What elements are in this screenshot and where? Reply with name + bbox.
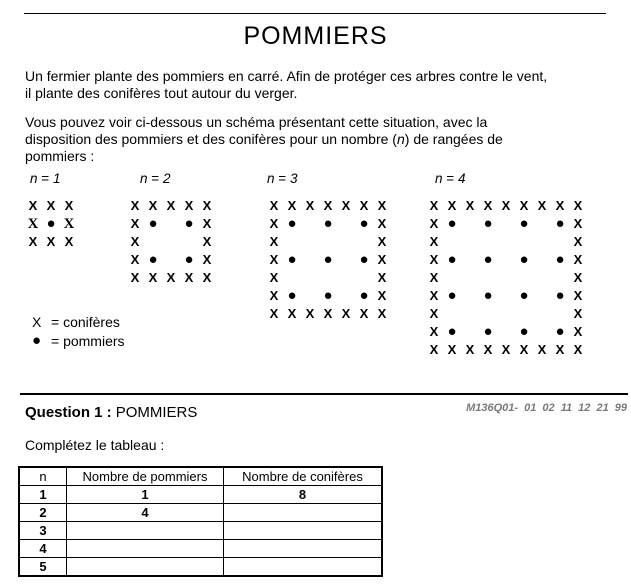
empty-cell xyxy=(319,233,337,251)
apple-tree-mark: ● xyxy=(287,287,297,304)
apple-tree-mark: ● xyxy=(519,251,529,268)
conifer-mark: X xyxy=(377,306,387,321)
empty-cell xyxy=(497,215,515,233)
conifer-mark: X xyxy=(573,342,583,357)
empty-cell xyxy=(533,233,551,251)
empty-cell xyxy=(497,287,515,305)
grid-row xyxy=(425,287,587,305)
intro-p1-line1: Un fermier plante des pommiers en carré. Afin de protéger ces arbres contre le vent, xyxy=(25,68,548,84)
answers-table xyxy=(18,466,383,577)
empty-cell xyxy=(515,233,533,251)
conifer-mark: X xyxy=(130,198,140,213)
apple-tree-mark: ● xyxy=(359,215,369,232)
conifer-mark: X xyxy=(573,198,583,213)
apple-tree-mark: ● xyxy=(555,215,565,232)
apple-tree-mark: ● xyxy=(555,323,565,340)
conifer-mark: X xyxy=(429,306,439,321)
empty-cell xyxy=(479,305,497,323)
empty-cell xyxy=(533,287,551,305)
grid-row xyxy=(126,197,216,215)
conifer-mark: X xyxy=(555,342,565,357)
empty-cell xyxy=(162,251,180,269)
apple-tree-mark: ● xyxy=(483,287,493,304)
conifer-mark: X xyxy=(341,306,351,321)
conifer-mark: X xyxy=(269,270,279,285)
conifer-mark: X xyxy=(519,198,529,213)
grid-row xyxy=(24,233,78,251)
intro-p2-line3: pommiers : xyxy=(25,148,95,164)
apple-tree-mark: ● xyxy=(323,215,333,232)
pommiers-cell[interactable] xyxy=(67,558,224,577)
diagram-n2 xyxy=(126,171,216,287)
conifer-mark: X xyxy=(429,198,439,213)
conifer-mark: X xyxy=(130,270,140,285)
legend-text-coniferes: = conifères xyxy=(51,313,120,330)
conifer-mark: X xyxy=(377,270,387,285)
table-row xyxy=(19,504,382,522)
empty-cell xyxy=(479,269,497,287)
conifer-mark: X xyxy=(465,198,475,213)
diagram-label-n3: n = 3 xyxy=(267,171,298,186)
conifer-mark: X xyxy=(429,288,439,303)
conifer-mark: X xyxy=(305,198,315,213)
empty-cell xyxy=(533,269,551,287)
conifer-mark: X xyxy=(501,342,511,357)
diagram-label-n1: n = 1 xyxy=(30,171,61,186)
conifer-mark: X xyxy=(46,198,56,213)
empty-cell xyxy=(443,305,461,323)
apple-tree-mark: ● xyxy=(287,215,297,232)
grid-row xyxy=(265,233,391,251)
empty-cell xyxy=(301,251,319,269)
empty-cell xyxy=(551,233,569,251)
row-n-cell: 4 xyxy=(19,540,67,558)
grid-row xyxy=(126,215,216,233)
apple-tree-mark: ● xyxy=(148,251,158,268)
table-row xyxy=(19,540,382,558)
empty-cell xyxy=(301,233,319,251)
empty-cell xyxy=(461,305,479,323)
question-code: M136Q01- 01 02 11 12 21 99 xyxy=(466,402,627,414)
grid-row xyxy=(24,215,78,233)
empty-cell xyxy=(497,233,515,251)
apple-tree-mark: ● xyxy=(287,251,297,268)
conifer-mark: X xyxy=(573,270,583,285)
diagram-grid-n3 xyxy=(265,197,391,323)
conifer-mark: X xyxy=(202,270,212,285)
grid-row xyxy=(425,341,587,359)
diagram-n4 xyxy=(425,171,587,359)
legend-item-coniferes xyxy=(32,312,125,331)
apple-tree-mark: ● xyxy=(447,323,457,340)
conifer-mark: X xyxy=(483,198,493,213)
apple-tree-mark: ● xyxy=(447,215,457,232)
empty-cell xyxy=(461,323,479,341)
grid-row xyxy=(265,305,391,323)
conifer-mark: X xyxy=(323,306,333,321)
n-variable: n xyxy=(396,131,405,147)
section-divider xyxy=(20,393,628,395)
conifer-mark: X xyxy=(429,270,439,285)
diagram-grid-n2 xyxy=(126,197,216,287)
apple-tree-mark: ● xyxy=(519,287,529,304)
conifer-mark: X xyxy=(501,198,511,213)
empty-cell xyxy=(551,269,569,287)
question-number: Question 1 : xyxy=(25,404,112,421)
conifer-mark: X xyxy=(202,252,212,267)
apple-tree-mark: ● xyxy=(359,287,369,304)
question-title: POMMIERS xyxy=(115,404,198,421)
conifer-mark: X xyxy=(573,216,583,231)
conifer-mark: X xyxy=(555,198,565,213)
grid-row xyxy=(425,197,587,215)
page-title: POMMIERS xyxy=(243,22,388,50)
empty-cell xyxy=(515,305,533,323)
apple-tree-mark: ● xyxy=(519,323,529,340)
grid-row xyxy=(265,269,391,287)
empty-cell xyxy=(180,233,198,251)
empty-cell xyxy=(497,323,515,341)
diagram-n3 xyxy=(265,171,391,323)
empty-cell xyxy=(355,233,373,251)
conifer-mark: X xyxy=(447,198,457,213)
apple-tree-mark: ● xyxy=(447,251,457,268)
conifer-mark: X xyxy=(130,252,140,267)
empty-cell xyxy=(461,287,479,305)
grid-row xyxy=(126,251,216,269)
conifer-mark: X xyxy=(27,216,39,232)
diagram-n1 xyxy=(24,171,78,251)
coniferes-cell[interactable] xyxy=(224,558,383,577)
grid-row xyxy=(425,323,587,341)
conifer-mark: X xyxy=(46,234,56,249)
empty-cell xyxy=(337,269,355,287)
conifer-mark: X xyxy=(573,324,583,339)
conifer-mark: X xyxy=(429,216,439,231)
coniferes-cell[interactable] xyxy=(224,504,383,522)
conifer-mark: X xyxy=(148,198,158,213)
conifer-mark: X xyxy=(305,306,315,321)
apple-tree-mark: ● xyxy=(184,215,194,232)
table-instruction: Complétez le tableau : xyxy=(25,437,165,453)
grid-row xyxy=(425,305,587,323)
pommiers-cell: 1 xyxy=(67,486,224,504)
conifer-mark: X xyxy=(130,216,140,231)
row-n-cell: 3 xyxy=(19,522,67,540)
conifer-mark: X xyxy=(269,198,279,213)
empty-cell xyxy=(551,305,569,323)
conifer-mark: X xyxy=(166,270,176,285)
apple-tree-mark: ● xyxy=(483,215,493,232)
conifer-mark: X xyxy=(184,198,194,213)
diagram-label-n2: n = 2 xyxy=(140,171,171,186)
coniferes-cell[interactable] xyxy=(224,522,383,540)
table-row xyxy=(19,558,382,577)
apple-tree-mark: ● xyxy=(519,215,529,232)
conifer-mark: X xyxy=(341,198,351,213)
grid-row xyxy=(425,215,587,233)
apple-tree-mark: ● xyxy=(483,251,493,268)
grid-row xyxy=(265,215,391,233)
conifer-mark: X xyxy=(537,198,547,213)
grid-row xyxy=(425,233,587,251)
diagram-grid-n4 xyxy=(425,197,587,359)
empty-cell xyxy=(301,287,319,305)
top-rule xyxy=(24,13,606,14)
conifer-mark: X xyxy=(377,288,387,303)
empty-cell xyxy=(283,233,301,251)
conifer-mark: X xyxy=(63,216,75,232)
empty-cell xyxy=(533,251,551,269)
apple-tree-mark: ● xyxy=(184,251,194,268)
conifer-mark: X xyxy=(377,234,387,249)
table-header-coniferes: Nombre de conifères xyxy=(224,467,383,486)
legend-text-pommiers: = pommiers xyxy=(51,332,125,349)
conifer-mark: X xyxy=(202,216,212,231)
intro-p1-line2: il plante des conifères tout autour du verger. xyxy=(25,85,298,101)
empty-cell xyxy=(497,305,515,323)
apple-tree-mark: ● xyxy=(483,323,493,340)
apple-tree-mark: ● xyxy=(323,287,333,304)
conifer-mark: X xyxy=(573,234,583,249)
grid-row xyxy=(265,251,391,269)
conifer-mark: X xyxy=(130,234,140,249)
conifer-mark: X xyxy=(465,342,475,357)
conifer-mark: X xyxy=(202,198,212,213)
grid-row xyxy=(265,197,391,215)
empty-cell xyxy=(319,269,337,287)
empty-cell xyxy=(461,233,479,251)
empty-cell xyxy=(337,287,355,305)
empty-cell xyxy=(301,269,319,287)
table-row xyxy=(19,522,382,540)
legend xyxy=(32,312,125,350)
pommiers-cell[interactable] xyxy=(67,540,224,558)
empty-cell xyxy=(497,269,515,287)
conifer-mark: X xyxy=(359,306,369,321)
empty-cell xyxy=(337,215,355,233)
conifer-symbol: X xyxy=(32,313,42,330)
conifer-mark: X xyxy=(429,342,439,357)
pommiers-cell: 4 xyxy=(67,504,224,522)
conifer-mark: X xyxy=(269,306,279,321)
conifer-mark: X xyxy=(202,234,212,249)
empty-cell xyxy=(355,269,373,287)
row-n-cell: 1 xyxy=(19,486,67,504)
conifer-mark: X xyxy=(269,216,279,231)
grid-row xyxy=(126,269,216,287)
conifer-mark: X xyxy=(28,234,38,249)
conifer-mark: X xyxy=(269,252,279,267)
row-n-cell: 2 xyxy=(19,504,67,522)
conifer-mark: X xyxy=(429,234,439,249)
conifer-mark: X xyxy=(148,270,158,285)
grid-row xyxy=(126,233,216,251)
empty-cell xyxy=(162,233,180,251)
conifer-mark: X xyxy=(184,270,194,285)
intro-p2-line2-before: disposition des pommiers et des conifères pour un nombre ( xyxy=(25,131,397,147)
table-header-n: n xyxy=(19,467,67,486)
empty-cell xyxy=(533,323,551,341)
conifer-mark: X xyxy=(287,306,297,321)
conifer-mark: X xyxy=(166,198,176,213)
empty-cell xyxy=(283,269,301,287)
table-header-pommiers: Nombre de pommiers xyxy=(67,467,224,486)
conifer-mark: X xyxy=(447,342,457,357)
empty-cell xyxy=(515,269,533,287)
conifer-mark: X xyxy=(377,216,387,231)
empty-cell xyxy=(479,233,497,251)
empty-cell xyxy=(497,251,515,269)
conifer-mark: X xyxy=(519,342,529,357)
conifer-mark: X xyxy=(287,198,297,213)
question-heading xyxy=(25,404,197,421)
apple-tree-mark: ● xyxy=(46,215,56,232)
conifer-mark: X xyxy=(573,306,583,321)
empty-cell xyxy=(461,215,479,233)
pommiers-cell[interactable] xyxy=(67,522,224,540)
conifer-mark: X xyxy=(537,342,547,357)
intro-p2-line2-after: ) de rangées de xyxy=(404,131,503,147)
grid-row xyxy=(425,269,587,287)
grid-row xyxy=(24,197,78,215)
empty-cell xyxy=(144,233,162,251)
intro-paragraph-1 xyxy=(25,68,605,102)
empty-cell xyxy=(162,215,180,233)
apple-tree-mark: ● xyxy=(555,287,565,304)
apple-tree-mark: ● xyxy=(447,287,457,304)
conifer-mark: X xyxy=(269,288,279,303)
conifer-mark: X xyxy=(429,252,439,267)
legend-item-pommiers xyxy=(32,331,125,350)
empty-cell xyxy=(443,269,461,287)
empty-cell xyxy=(443,233,461,251)
apple-tree-mark: ● xyxy=(359,251,369,268)
empty-cell xyxy=(337,233,355,251)
conifer-mark: X xyxy=(269,234,279,249)
intro-paragraph-2 xyxy=(25,114,605,165)
apple-tree-symbol: ● xyxy=(32,332,42,349)
empty-cell xyxy=(337,251,355,269)
coniferes-cell: 8 xyxy=(224,486,383,504)
intro-p2-line1: Vous pouvez voir ci-dessous un schéma présentant cette situation, avec la xyxy=(25,114,488,130)
diagram-label-n4: n = 4 xyxy=(435,171,466,186)
grid-row xyxy=(425,251,587,269)
apple-tree-mark: ● xyxy=(555,251,565,268)
conifer-mark: X xyxy=(323,198,333,213)
conifer-mark: X xyxy=(28,198,38,213)
conifer-mark: X xyxy=(64,198,74,213)
conifer-mark: X xyxy=(483,342,493,357)
row-n-cell: 5 xyxy=(19,558,67,577)
conifer-mark: X xyxy=(573,288,583,303)
apple-tree-mark: ● xyxy=(323,251,333,268)
empty-cell xyxy=(533,215,551,233)
apple-tree-mark: ● xyxy=(148,215,158,232)
empty-cell xyxy=(533,305,551,323)
table-header-row xyxy=(19,467,382,486)
empty-cell xyxy=(461,269,479,287)
conifer-mark: X xyxy=(573,252,583,267)
conifer-mark: X xyxy=(377,198,387,213)
empty-cell xyxy=(301,215,319,233)
diagram-grid-n1 xyxy=(24,197,78,251)
table-row xyxy=(19,486,382,504)
empty-cell xyxy=(461,251,479,269)
conifer-mark: X xyxy=(377,252,387,267)
conifer-mark: X xyxy=(429,324,439,339)
conifer-mark: X xyxy=(359,198,369,213)
grid-row xyxy=(265,287,391,305)
coniferes-cell[interactable] xyxy=(224,540,383,558)
conifer-mark: X xyxy=(64,234,74,249)
